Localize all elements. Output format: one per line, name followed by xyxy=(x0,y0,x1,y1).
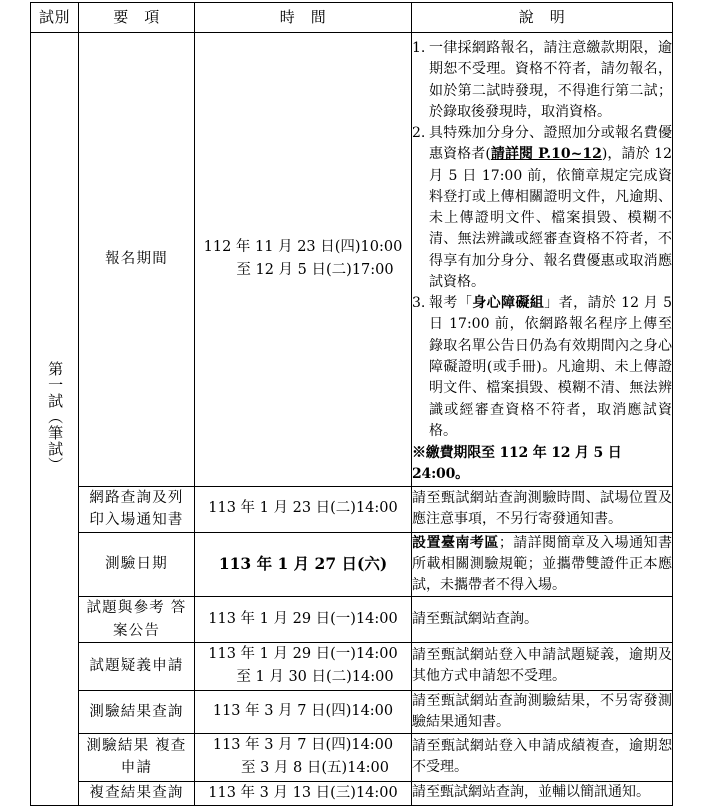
item-line-1: 網路查詢及列 xyxy=(89,489,184,506)
item-exam-date: 測驗日期 xyxy=(79,532,195,597)
description-registration-period xyxy=(412,33,673,487)
table-row xyxy=(31,597,673,643)
table-row xyxy=(31,643,673,690)
description-question-objection: 請至甄試網站登入申請試題疑義，逾期及其他方式申請恕不受理。 xyxy=(412,643,673,690)
time-review-result-inquiry xyxy=(195,781,412,805)
table-row xyxy=(31,33,673,487)
note-number: 2. xyxy=(412,125,426,142)
table-row xyxy=(31,781,673,805)
item-result-inquiry: 測驗結果查詢 xyxy=(79,690,195,734)
item-line-1: 測驗結果 xyxy=(86,737,150,754)
item-question-objection: 試題疑義申請 xyxy=(79,643,195,690)
time-result-review-application xyxy=(195,734,412,781)
note-item-1 xyxy=(412,38,672,123)
time-line-2: 至 1 月 30 日(二)14:00 xyxy=(236,669,394,686)
note3-emphasis: 身心障礙組 xyxy=(472,295,545,312)
time-line-1: 113 年 1 月 29 日(一)14:00 xyxy=(208,646,398,663)
exam-type-cell xyxy=(31,33,79,806)
header-description: 說 明 xyxy=(412,3,673,33)
time-registration-period xyxy=(195,33,412,487)
header-exam-type: 試別 xyxy=(31,3,79,33)
table-row xyxy=(31,690,673,734)
time-result-inquiry xyxy=(195,690,412,734)
item-answer-announcement xyxy=(79,597,195,643)
time-line-2: 至 3 月 8 日(五)14:00 xyxy=(241,760,389,777)
item-line-2: 答案公告 xyxy=(112,600,187,639)
item-registration-period: 報名期間 xyxy=(79,33,195,487)
note-number: 3. xyxy=(412,295,426,312)
description-review-result-inquiry: 請至甄試網站查詢，並輔以簡訊通知。 xyxy=(412,781,673,805)
notes-list xyxy=(412,38,672,442)
item-review-result-inquiry: 複查結果查詢 xyxy=(79,781,195,805)
time-line-1: 113 年 1 月 27 日(六) xyxy=(218,554,388,574)
note-item-3 xyxy=(412,293,672,442)
note-text: 一律採網路報名，請注意繳款期限，逾期恕不受理。資格不符者，請勿報名，如於第二試時發現，不得進行第二試；於錄取後發現時，取消資格。 xyxy=(429,40,672,120)
exam-region-emphasis: 設置臺南考區 xyxy=(412,534,499,551)
header-time: 時 間 xyxy=(195,3,412,33)
item-line-2: 印入場通知書 xyxy=(89,512,184,529)
exam-type-label: 第一試（筆試） xyxy=(46,360,65,473)
item-line-1: 試題與參考 xyxy=(86,600,165,617)
time-line-1: 113 年 3 月 7 日(四)14:00 xyxy=(212,703,394,720)
table-header-row xyxy=(31,3,673,33)
table-row xyxy=(31,734,673,781)
time-question-objection xyxy=(195,643,412,690)
time-line-1: 112 年 11 月 23 日(四)10:00 xyxy=(203,239,403,256)
exam-date-desc-rest: ；請詳閱簡章及入場通知書所載相關測驗規範；並攜帶雙證件正本應試，未攜帶者不得入場。 xyxy=(412,534,673,594)
time-line-1: 113 年 1 月 29 日(一)14:00 xyxy=(208,611,398,628)
note-item-2 xyxy=(412,123,672,293)
description-admission-ticket: 請至甄試網站查詢測驗時間、試場位置及應注意事項，不另行寄發通知書。 xyxy=(412,486,673,532)
note3-post: 」者，請於 12 月 5 日 17:00 前，依網路報名程序上傳至錄取名單公告日仍為有效期間內之身心障礙證明(或手冊)。凡逾期、未上傳證明文件、檔案損毀、模糊不清、無法辨識或經審查資格不符者，取消應試資格。 xyxy=(429,295,673,439)
description-exam-date xyxy=(412,532,673,597)
note2-post: )，請於 12 月 5 日 17:00 前，依簡章規定完成資料登打或上傳相關證明文件，凡逾期、未上傳證明文件、檔案損毀、模糊不清、無法辨識或經審查資格不符者，不得享有加分身分、報名費優惠或取消應試資格。 xyxy=(429,146,672,290)
table-row xyxy=(31,486,673,532)
exam-schedule-table xyxy=(30,2,673,806)
item-admission-ticket xyxy=(79,486,195,532)
note2-pre: 具特殊加分身分、證照加分或報名費優惠資格者( xyxy=(429,125,672,163)
description-answer-announcement: 請至甄試網站查詢。 xyxy=(412,597,673,643)
time-line-1: 113 年 1 月 23 日(二)14:00 xyxy=(208,500,398,517)
payment-deadline-note: ※繳費期限至 112 年 12 月 5 日 24:00。 xyxy=(412,445,622,483)
time-line-1: 113 年 3 月 7 日(四)14:00 xyxy=(212,737,394,754)
description-result-review-application: 請至甄試網站登入申請成績複查，逾期恕不受理。 xyxy=(412,734,673,781)
note-number: 1. xyxy=(412,40,426,56)
time-line-1: 113 年 3 月 13 日(三)14:00 xyxy=(208,784,398,801)
time-answer-announcement xyxy=(195,597,412,643)
description-result-inquiry: 請至甄試網站查詢測驗結果，不另寄發測驗結果通知書。 xyxy=(412,690,673,734)
item-result-review-application xyxy=(79,734,195,781)
note-text xyxy=(429,295,672,439)
note2-emphasis: 請詳閱 P.10~12 xyxy=(490,146,602,163)
header-item: 要 項 xyxy=(79,3,195,33)
item-line-2: 複查申請 xyxy=(120,737,187,777)
time-admission-ticket xyxy=(195,486,412,532)
time-exam-date xyxy=(195,532,412,597)
time-line-2: 至 12 月 5 日(二)17:00 xyxy=(236,262,394,279)
note-text xyxy=(429,125,672,290)
note3-pre: 報考「 xyxy=(429,295,473,312)
table-row xyxy=(31,532,673,597)
